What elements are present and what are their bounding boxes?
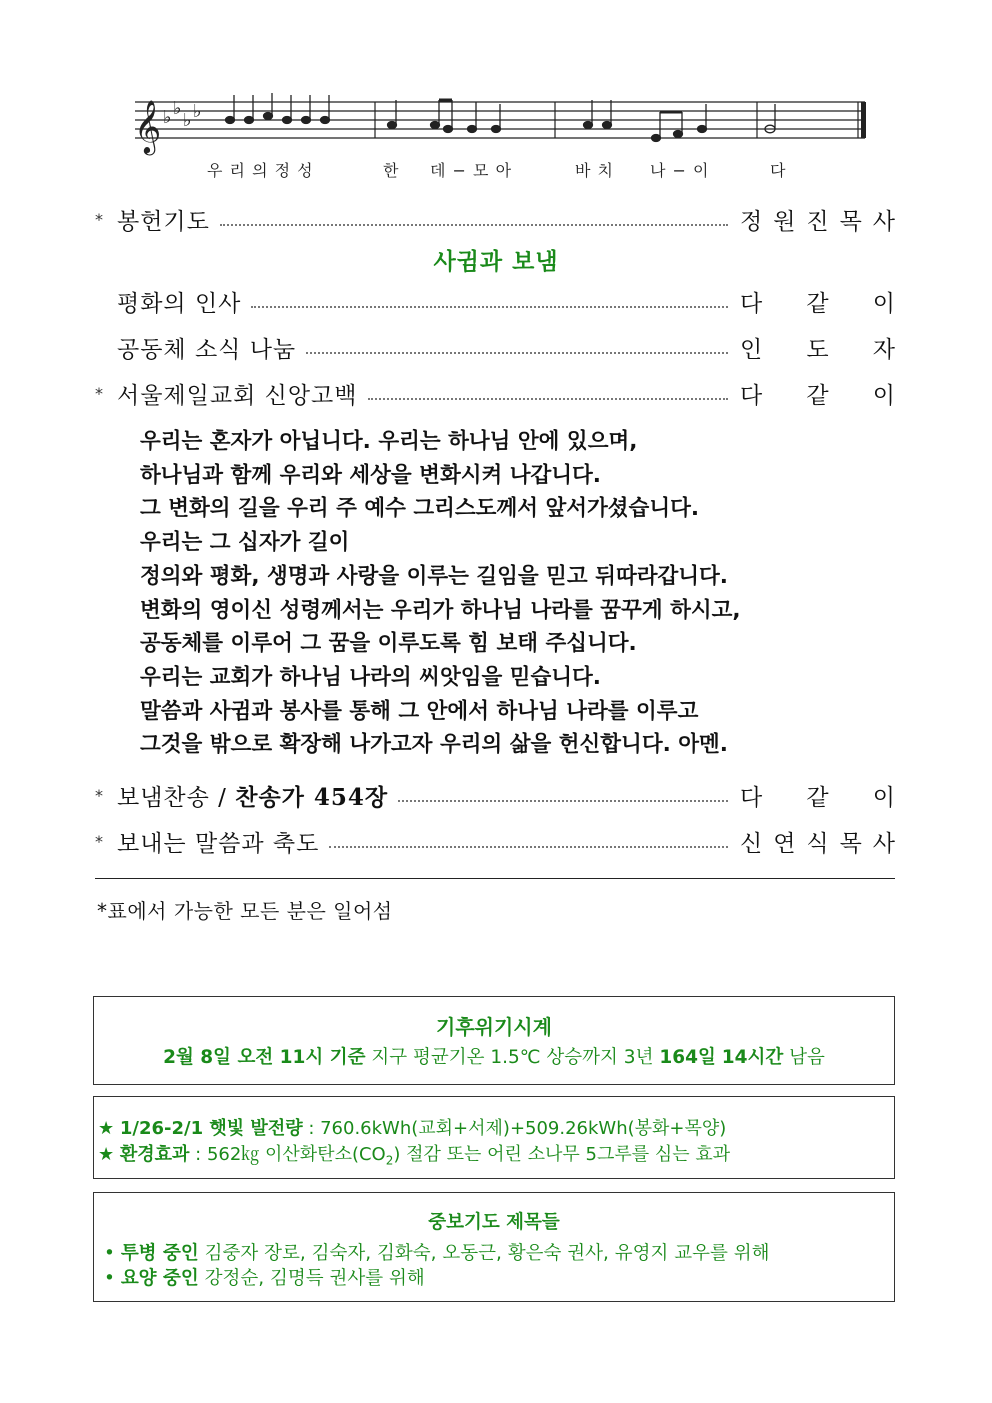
creed-line: 우리는 그 십자가 길이 — [140, 530, 350, 556]
score-lyrics — [207, 161, 786, 180]
order-item-peace-greeting — [95, 284, 895, 318]
order-item-label: 보내는 말씀과 축도 — [117, 830, 320, 857]
creed-line: 정의와 평화, 생명과 사랑을 이루는 길임을 믿고 뒤따라갑니다. — [140, 563, 728, 589]
climate-clock-box — [93, 996, 895, 1085]
order-item-label: 봉헌기도 — [117, 208, 210, 235]
svg-text:♭: ♭ — [163, 107, 172, 128]
creed-line: 변화의 영이신 성령께서는 우리가 하나님 나라를 꿈꾸게 하시고, — [140, 597, 741, 623]
creed-line: 공동체를 이루어 그 꿈을 이루도록 힘 보태 주십니다. — [140, 631, 637, 657]
order-item-leader: 인 도 자 — [740, 336, 895, 363]
stand-marker: * — [95, 383, 103, 403]
climate-clock-title: 기후위기시계 — [436, 1015, 552, 1039]
order-item-label: 서울제일교회 신앙고백 — [117, 382, 358, 409]
bullet-icon: • — [104, 1268, 115, 1289]
lyric: 다 — [770, 161, 787, 180]
order-item-benediction — [95, 824, 895, 858]
lyric: 바 치 — [575, 161, 614, 180]
order-item-leader: 신 연 식 목 사 — [740, 830, 895, 857]
climate-clock-line: 2월 8일 오전 11시 기준 지구 평균기온 1.5℃ 상승까지 3년 164일 14시간 남음 — [163, 1047, 825, 1068]
order-item-creed — [95, 376, 895, 410]
order-item-community-news — [95, 330, 895, 364]
section-title: 사귐과 보냄 — [433, 249, 559, 275]
svg-text:♭: ♭ — [183, 110, 192, 131]
leader-dots — [251, 294, 728, 308]
solar-line-generation: ★ 1/26-2/1 햇빛 발전량 : 760.6kWh(교회+서제)+509.26kWh(봉화+목양) — [98, 1118, 727, 1139]
creed-line: 그것을 밖으로 확장해 나가고자 우리의 삶을 헌신합니다. 아멘. — [140, 732, 728, 758]
leader-dots — [329, 834, 728, 848]
creed-line: 말씀과 사귐과 봉사를 통해 그 안에서 하나님 나라를 이루고 — [140, 698, 699, 724]
bullet-icon: • — [104, 1243, 115, 1264]
standing-note: *표에서 가능한 모든 분은 일어섬 — [97, 899, 393, 923]
lyric: 한 — [383, 161, 400, 180]
solar-power-box — [93, 1096, 895, 1179]
star-icon: ★ — [98, 1118, 115, 1139]
divider — [95, 878, 895, 879]
prayer-line-illness: • 투병 중인 김중자 장로, 김숙자, 김화숙, 오동근, 황은숙 권사, 유영지 교우를 위해 — [104, 1243, 770, 1264]
star-icon: ★ — [98, 1144, 115, 1165]
solar-line-effect: ★ 환경효과 : 562㎏ 이산화탄소$(CO_2)$ 절감 또는 어린 소나무 5그루를 심는 효과 — [98, 1144, 731, 1168]
order-item-label: 보냄찬송 / 찬송가 454장 — [117, 783, 389, 811]
order-item-leader: 다 같 이 — [740, 382, 895, 409]
leader-dots — [368, 386, 729, 400]
leader-dots — [220, 212, 728, 226]
order-item-label: 공동체 소식 나눔 — [117, 336, 297, 363]
prayer-box — [93, 1192, 895, 1302]
order-item-offering-prayer — [95, 202, 895, 236]
order-item-label: 평화의 인사 — [117, 290, 242, 317]
stand-marker: * — [95, 831, 103, 851]
creed-line: 우리는 교회가 하나님 나라의 씨앗임을 믿습니다. — [140, 664, 601, 690]
leader-dots — [398, 788, 728, 802]
svg-text:♭: ♭ — [193, 101, 202, 122]
stand-marker: * — [95, 785, 103, 805]
creed-line: 그 변화의 길을 우리 주 예수 그리스도께서 앞서가셨습니다. — [140, 496, 700, 522]
svg-text:♭: ♭ — [173, 98, 182, 119]
music-score — [130, 90, 875, 190]
leader-dots — [306, 340, 728, 354]
creed-line: 우리는 혼자가 아닙니다. 우리는 하나님 안에 있으며, — [140, 429, 638, 454]
lyric: 데 − 모 아 — [430, 161, 513, 180]
order-item-closing-hymn — [95, 778, 895, 812]
creed-line: 하나님과 함께 우리와 세상을 변화시켜 나갑니다. — [140, 462, 601, 488]
lyric: 나 − 이 — [650, 161, 710, 180]
stand-marker: * — [95, 209, 103, 229]
prayer-line-recovery: • 요양 중인 강정순, 김명득 권사를 위해 — [104, 1268, 425, 1289]
order-item-leader: 정 원 진 목 사 — [740, 208, 895, 235]
order-item-leader: 다 같 이 — [740, 290, 895, 317]
prayer-title: 중보기도 제목들 — [428, 1212, 560, 1233]
svg-text:𝄞: 𝄞 — [134, 99, 162, 153]
lyric: 우 리 의 정 성 — [207, 161, 314, 180]
hymn-number: 찬송가 454장 — [235, 783, 389, 811]
creed-text — [140, 425, 741, 762]
order-item-leader: 다 같 이 — [740, 784, 895, 811]
